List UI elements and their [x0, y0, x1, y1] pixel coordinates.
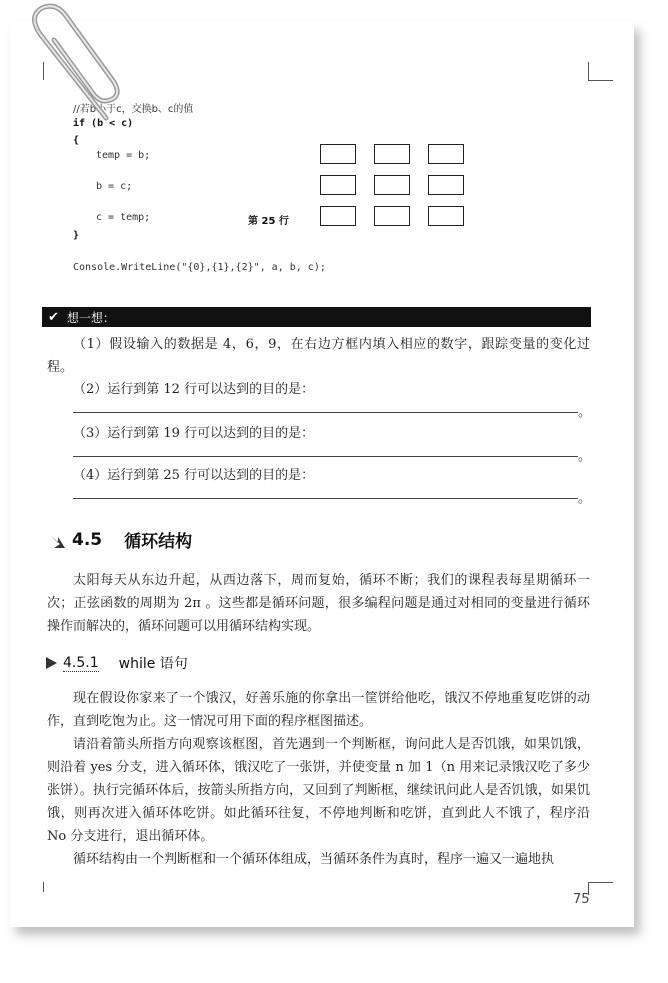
think-question-3: （3）运行到第 19 行可以达到的目的是： — [73, 426, 315, 441]
section-heading — [46, 527, 192, 552]
think-question-4: （4）运行到第 25 行可以达到的目的是： — [73, 468, 315, 483]
section-arrow-icon — [46, 529, 68, 551]
trace-box-r1-c3[interactable] — [428, 144, 464, 164]
section-number: 4.5 — [72, 529, 103, 550]
trace-box-r2-c3[interactable] — [428, 175, 464, 195]
trace-box-r1-c1[interactable] — [320, 144, 356, 164]
code-b-line: b = c; — [96, 181, 133, 192]
think-question-2: （2）运行到第 12 行可以达到的目的是： — [73, 382, 315, 397]
crop-mark-top-right — [588, 62, 613, 81]
code-writeline: Console.WriteLine("{0},{1},{2}", a, b, c); — [73, 262, 326, 273]
paperclip-icon — [18, 0, 128, 122]
think-question-1: （1）假设输入的数据是 4，6，9，在右边方框内填入相应的数字，跟踪变量的变化过程。 — [47, 337, 590, 375]
section-title: 循环结构 — [124, 532, 193, 552]
trace-box-r2-c1[interactable] — [320, 175, 356, 195]
crop-mark-bottom-right — [588, 882, 613, 895]
subsection-paragraph-1: 现在假设你家来了一个饿汉，好善乐施的你拿出一筐饼给他吃，饿汉不停地重复吃饼的动作，直到吃饱为止。这一情况可用下面的程序框图描述。 — [47, 691, 590, 729]
code-comment: //若b小于c，交换b、c的值 — [73, 104, 194, 115]
trace-box-r3-c3[interactable] — [428, 206, 464, 226]
code-close-brace: } — [73, 230, 80, 241]
crop-mark-bottom-left — [43, 882, 54, 892]
page-number: 75 — [573, 892, 590, 907]
code-if-line: if (b < c) — [73, 118, 134, 129]
think-title: 想一想： — [66, 310, 115, 325]
answer-line-4[interactable] — [73, 498, 578, 499]
subsection-paragraph-3: 循环结构由一个判断框和一个循环体组成，当循环条件为真时，程序一遍又一遍地执 — [73, 852, 555, 867]
subsection-heading — [46, 653, 188, 673]
trace-box-r2-c2[interactable] — [374, 175, 410, 195]
answer-line-2[interactable] — [73, 412, 578, 413]
line-25-label: 第 25 行 — [248, 216, 289, 227]
section-paragraph: 太阳每天从东边升起，从西边落下，周而复始，循环不断；我们的课程表每星期循环一次；正弦函数的周期为 2π 。这些都是循环问题，很多编程问题是通过对相同的变量进行循环操作而解决的，循环问题可以用循环结构实现。 — [47, 573, 590, 634]
code-open-brace: { — [73, 135, 80, 146]
subsection-title: while 语句 — [118, 656, 188, 672]
answer-line-3[interactable] — [73, 456, 578, 457]
subsection-triangle-icon — [46, 657, 57, 669]
trace-box-r1-c2[interactable] — [374, 144, 410, 164]
subsection-number: 4.5.1 — [63, 654, 99, 671]
think-banner — [42, 307, 591, 327]
answer-end-4: 。 — [578, 491, 592, 506]
trace-box-r3-c1[interactable] — [320, 206, 356, 226]
code-c-line: c = temp; — [96, 212, 151, 223]
checkmark-icon: ✔ — [48, 309, 59, 325]
subsection-paragraph-2: 请沿着箭头所指方向观察该框图，首先遇到一个判断框，询问此人是否饥饿，如果饥饿，则沿着 yes 分支，进入循环体，饿汉吃了一张饼，并使变量 n 加 1（n 用来记录饿汉吃了多少张饼）。执行完循环体后，按箭头所指方向，又回到了判断框，继续讯问此人是否饥饿，如果饥饿，则再次进入循环体吃饼。如此循环往复，不停地判断和吃饼，直到此人不饿了，程序沿 No 分支进行，退出循环体。 — [47, 737, 590, 844]
answer-end-2: 。 — [578, 405, 592, 420]
answer-end-3: 。 — [578, 449, 592, 464]
code-temp-line: temp = b; — [96, 150, 151, 161]
trace-box-r3-c2[interactable] — [374, 206, 410, 226]
